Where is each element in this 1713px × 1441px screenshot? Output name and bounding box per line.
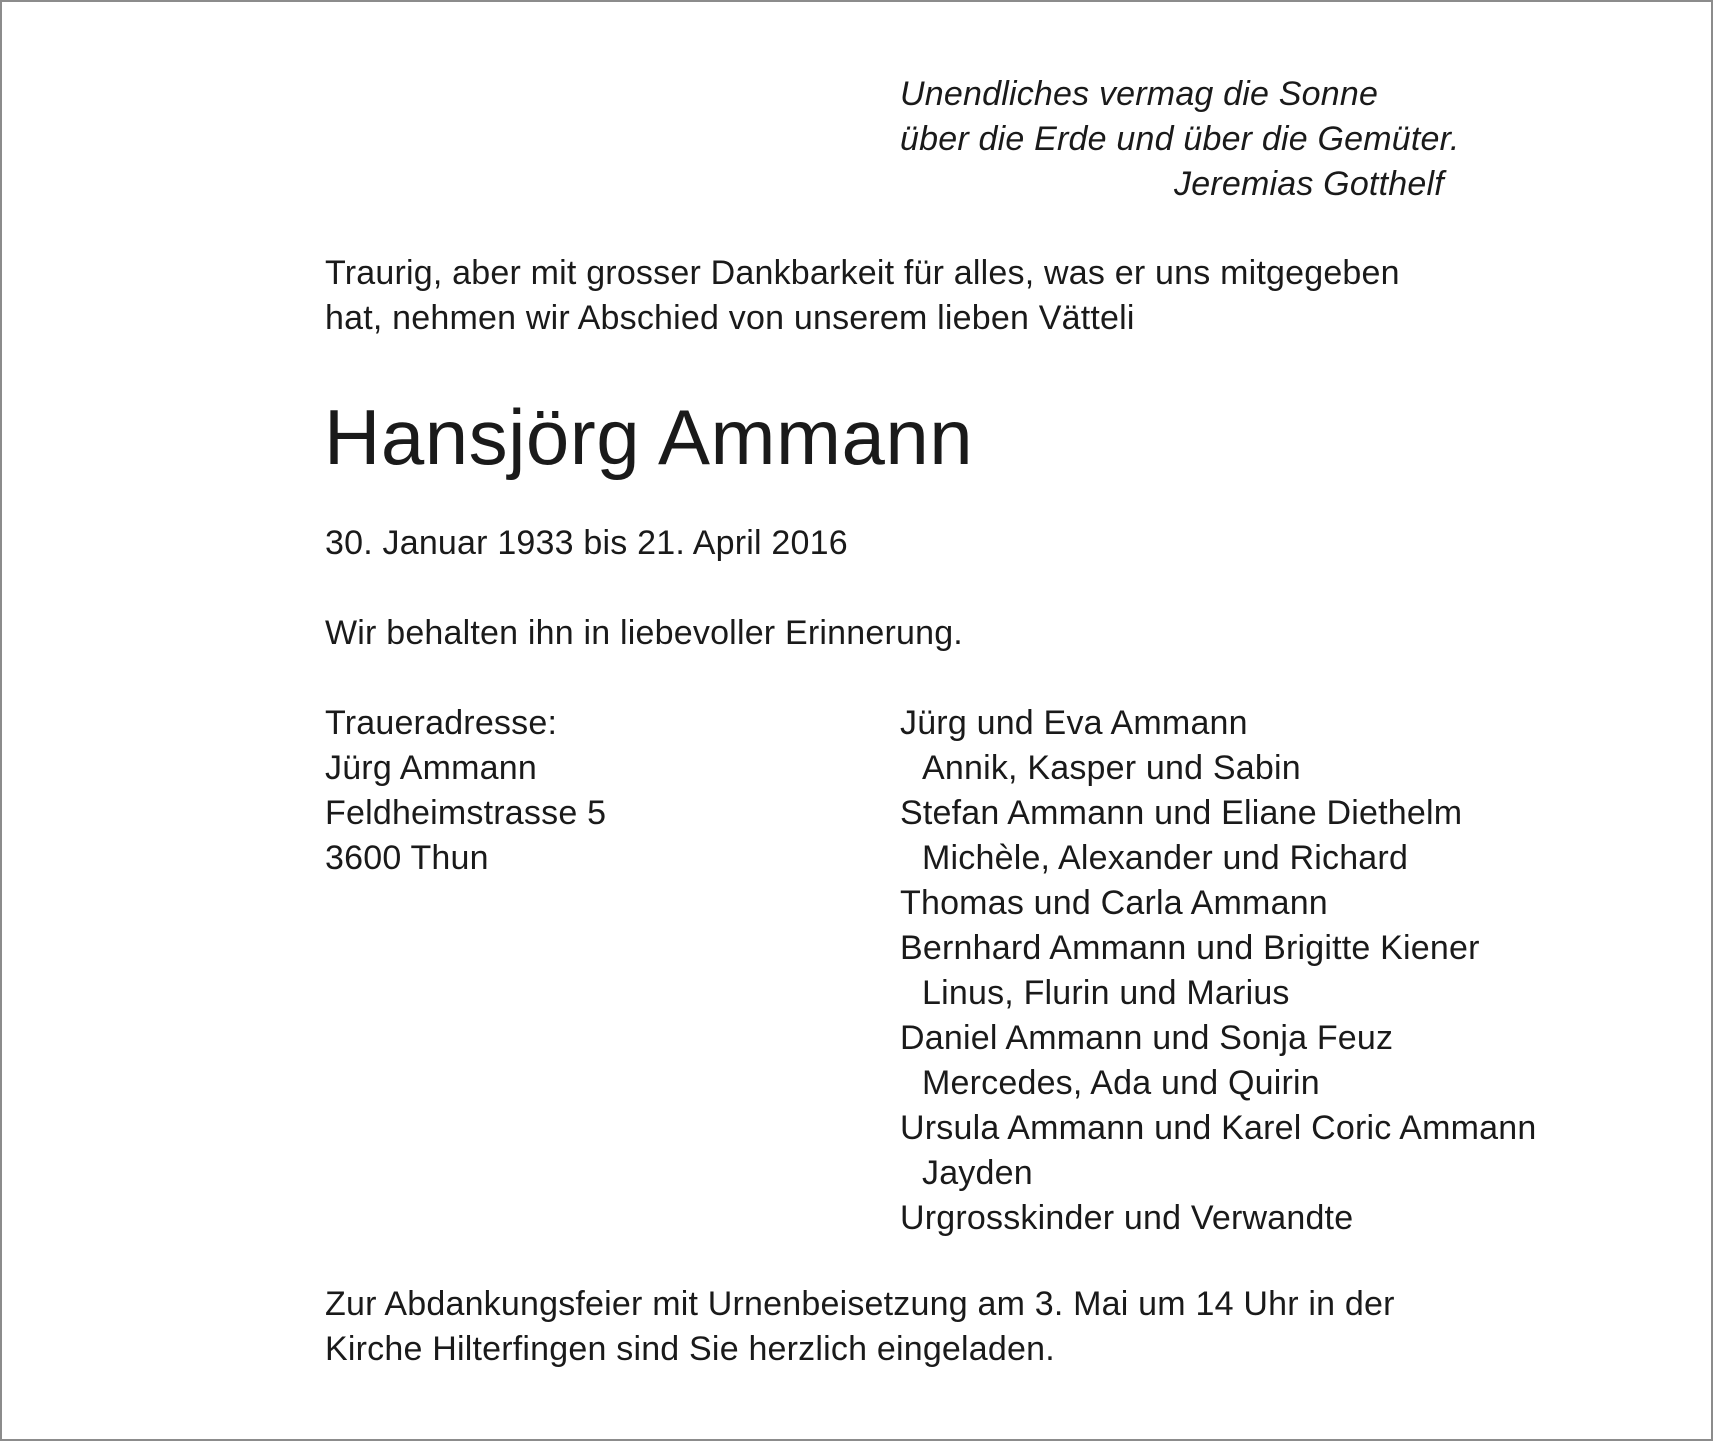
family-member: Jürg und Eva Ammann [900, 704, 1248, 742]
memory-text: Wir behalten ihn in liebevoller Erinnerung. [325, 614, 963, 652]
family-member-children: Linus, Flurin und Marius [922, 974, 1290, 1012]
family-member-children: Jayden [922, 1154, 1033, 1192]
quote-line: über die Erde und über die Gemüter. [900, 120, 1460, 158]
family-member: Bernhard Ammann und Brigitte Kiener [900, 929, 1480, 967]
family-member-children: Michèle, Alexander und Richard [922, 839, 1409, 877]
family-member: Stefan Ammann und Eliane Diethelm [900, 794, 1463, 832]
ceremony-line: Zur Abdankungsfeier mit Urnenbeisetzung am 3. Mai um 14 Uhr in der [325, 1285, 1395, 1323]
family-member: Thomas und Carla Ammann [900, 884, 1328, 922]
address-label: Traueradresse: [325, 704, 558, 742]
family-member: Daniel Ammann und Sonja Feuz [900, 1019, 1394, 1057]
family-member: Urgrosskinder und Verwandte [900, 1199, 1354, 1237]
life-dates: 30. Januar 1933 bis 21. April 2016 [325, 524, 848, 562]
intro-line: hat, nehmen wir Abschied von unserem lieben Vätteli [325, 299, 1135, 337]
deceased-name: Hansjörg Ammann [324, 393, 974, 481]
quote-line: Unendliches vermag die Sonne [900, 75, 1379, 113]
mourning-address [325, 701, 606, 881]
family-member-children: Annik, Kasper und Sabin [922, 749, 1301, 787]
address-city: 3600 Thun [325, 839, 489, 877]
ceremony-line: Kirche Hilterfingen sind Sie herzlich eingeladen. [325, 1330, 1055, 1368]
family-member-children: Mercedes, Ada und Quirin [922, 1064, 1320, 1102]
family-list [900, 701, 1536, 1241]
quote-author: Jeremias Gotthelf [1174, 165, 1444, 203]
epigraph-quote [900, 72, 1500, 207]
address-name: Jürg Ammann [325, 749, 537, 787]
intro-line: Traurig, aber mit grosser Dankbarkeit für alles, was er uns mitgegeben [325, 254, 1400, 292]
ceremony-notice [325, 1282, 1395, 1372]
family-member: Ursula Ammann und Karel Coric Ammann [900, 1109, 1537, 1147]
intro-paragraph [325, 251, 1400, 341]
address-street: Feldheimstrasse 5 [325, 794, 607, 832]
